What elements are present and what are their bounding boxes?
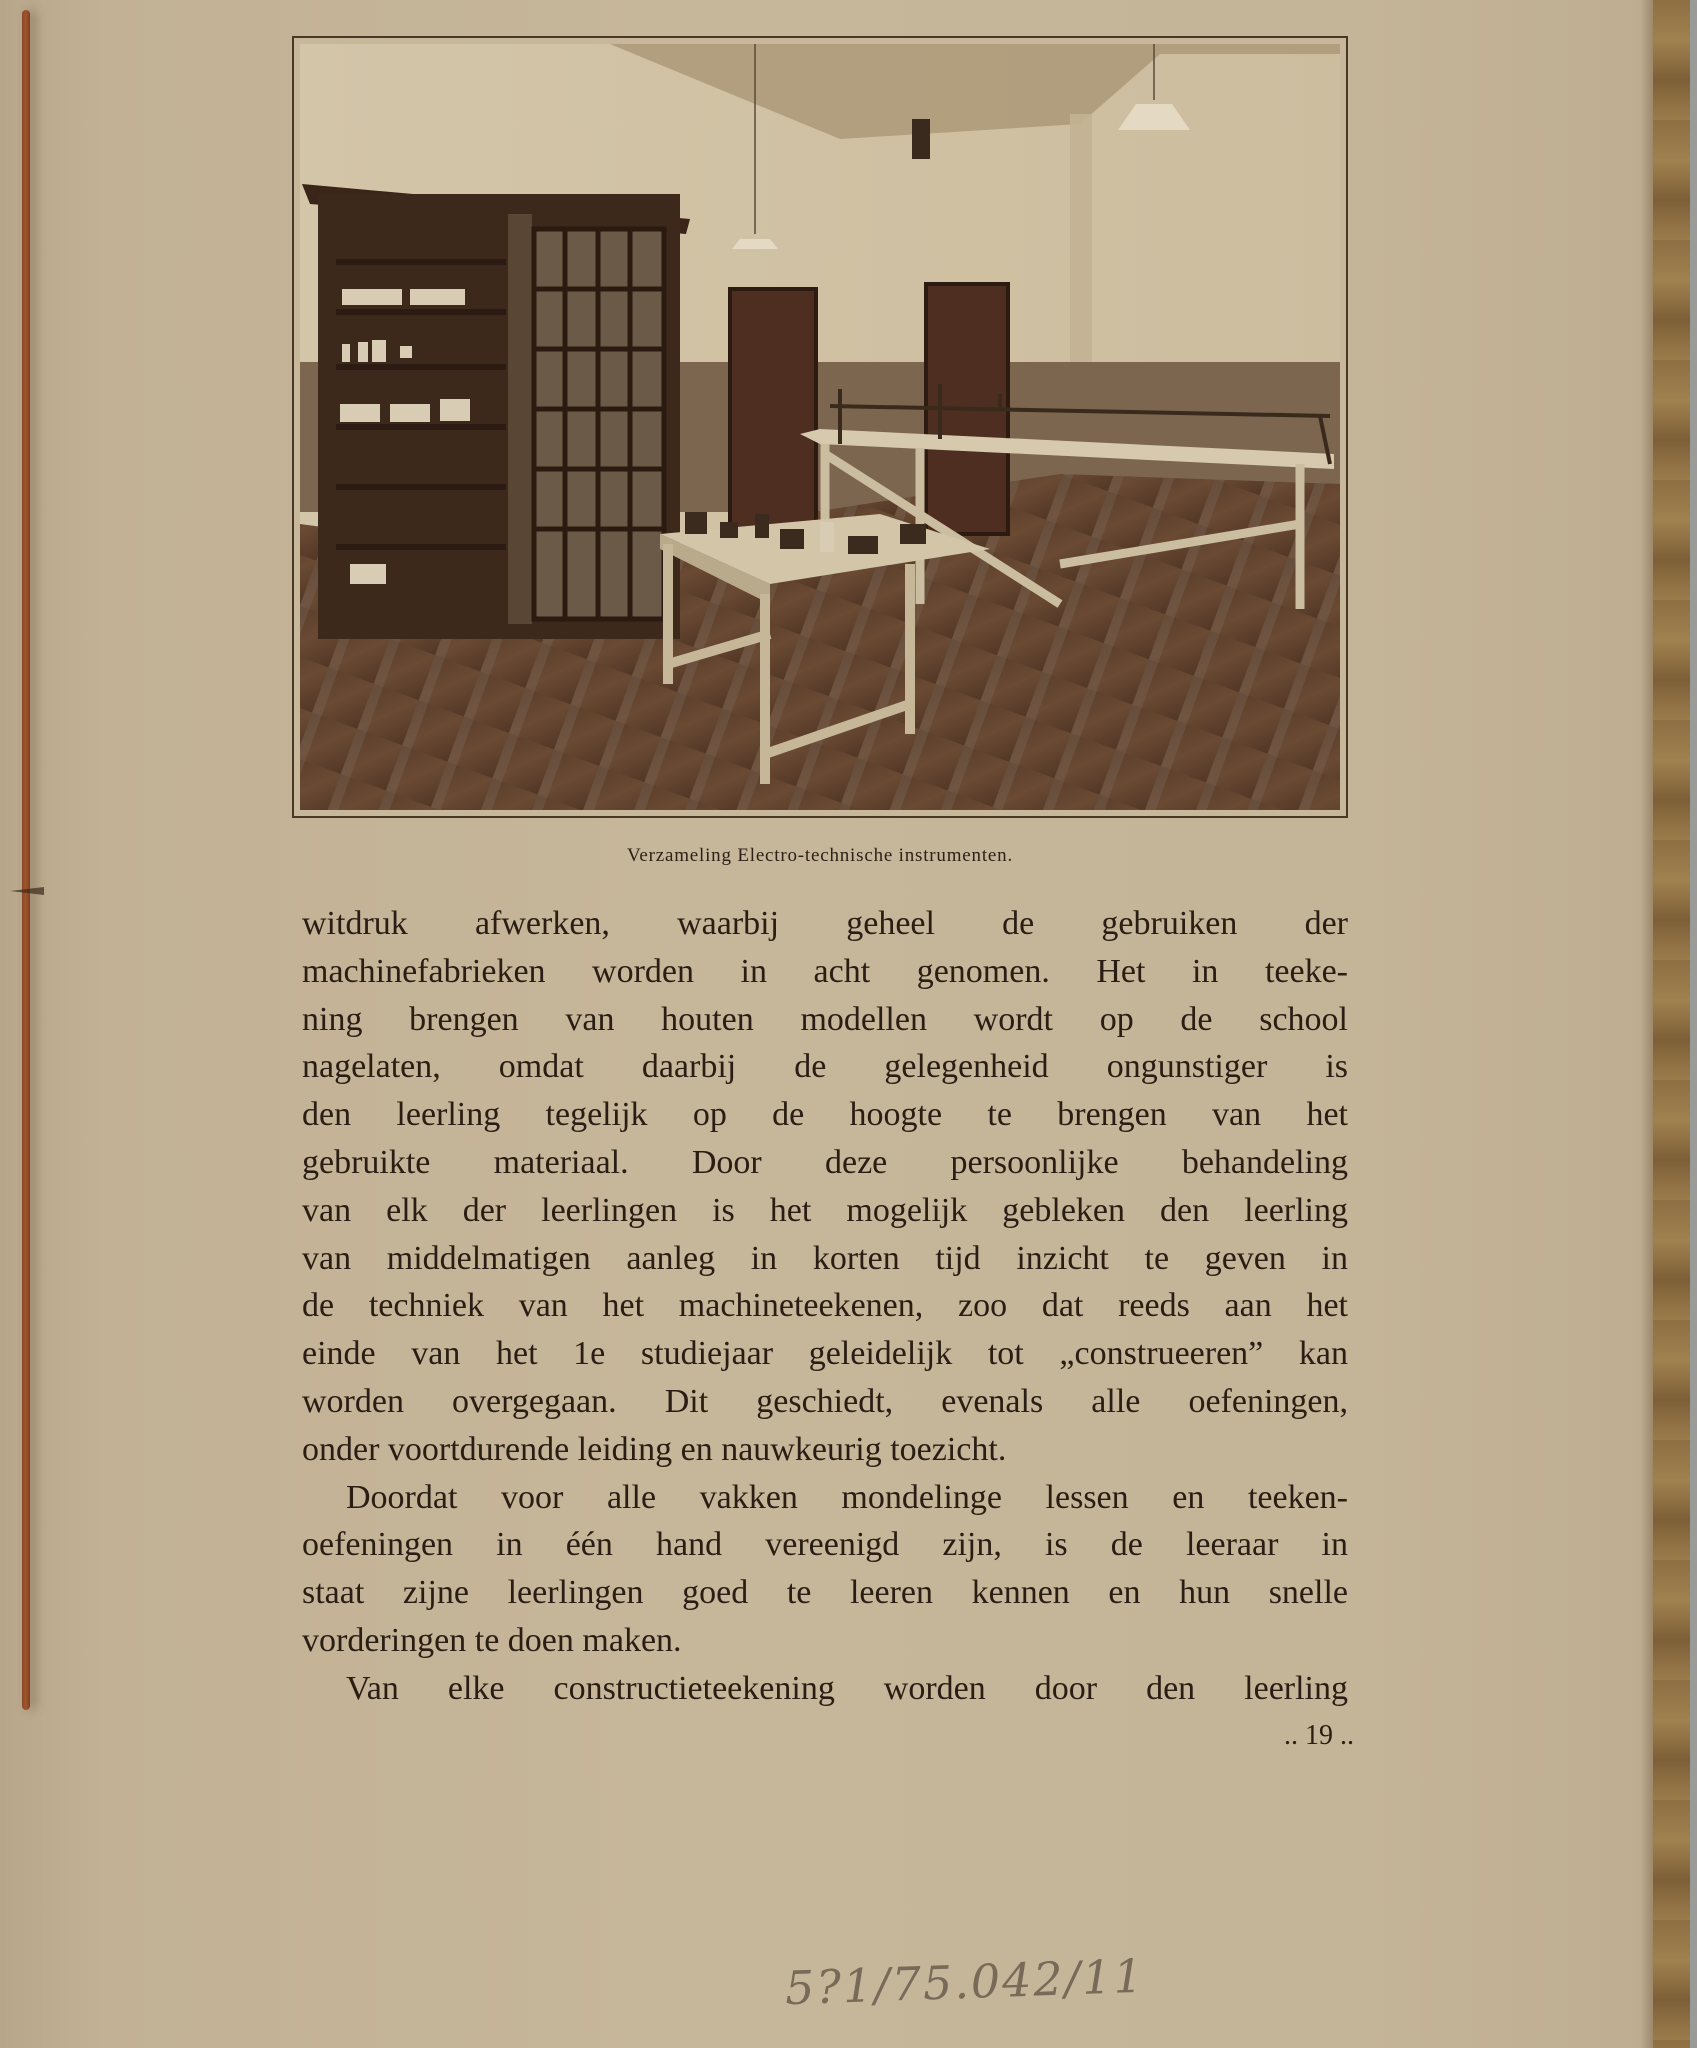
page-edge-shadow xyxy=(1640,0,1654,2048)
photo-caption: Verzameling Electro-technische instrumenten. xyxy=(626,845,1014,866)
text-line: ning brengen van houten modellen wordt op de school xyxy=(302,1000,1348,1038)
vent xyxy=(912,119,930,159)
photo-illustration xyxy=(300,44,1340,810)
binding-thread xyxy=(22,10,30,1710)
page-number: .. 19 .. xyxy=(1284,1720,1354,1751)
text-line: einde van het 1e studiejaar geleidelijk tot „construeeren” kan xyxy=(302,1335,1348,1373)
lamp-shade-left xyxy=(732,239,778,249)
text-line: van elk der leerlingen is het mogelijk gebleken den leerling xyxy=(302,1191,1348,1229)
text-line: oefeningen in één hand vereenigd zijn, is de leeraar in xyxy=(302,1526,1348,1564)
text-line: Doordat voor alle vakken mondelinge lessen en teeken- xyxy=(346,1478,1348,1516)
text-line: den leerling tegelijk op de hoogte te brengen van het xyxy=(302,1096,1348,1134)
text-line: nagelaten, omdat daarbij de gelegenheid ongunstiger is xyxy=(302,1048,1348,1086)
background-strip xyxy=(1690,0,1697,2048)
text-line: witdruk afwerken, waarbij geheel de gebruiken der xyxy=(302,905,1348,942)
text-line: van middelmatigen aanleg in korten tijd inzicht te geven in xyxy=(302,1239,1348,1277)
handwritten-catalog-number: 5?1/75.042/11 xyxy=(784,1948,1146,2016)
text-line: de techniek van het machineteekenen, zoo dat reeds aan het xyxy=(302,1287,1348,1325)
book-cover-edge xyxy=(1653,0,1690,2048)
room-photograph xyxy=(300,44,1340,810)
door-left xyxy=(730,289,816,554)
cabinet-glass-doors xyxy=(534,229,664,619)
text-line: Van elke constructieteekening worden door den leerling xyxy=(346,1669,1348,1707)
photo-frame xyxy=(292,36,1348,818)
text-line: staat zijne leerlingen goed te leeren kennen en hun snelle xyxy=(302,1574,1348,1612)
text-line: gebruikte materiaal. Door deze persoonlijke behandeling xyxy=(302,1143,1348,1181)
text-line: worden overgegaan. Dit geschiedt, evenals alle oefeningen, xyxy=(302,1382,1348,1420)
text-line: vorderingen te doen maken. xyxy=(302,1621,682,1659)
text-line: machinefabrieken worden in acht genomen. Het in teeke- xyxy=(302,952,1348,990)
body-text xyxy=(302,900,1348,1713)
cabinet-divider xyxy=(508,214,532,624)
text-line: onder voortdurende leiding en nauwkeurig toezicht. xyxy=(302,1430,1007,1468)
